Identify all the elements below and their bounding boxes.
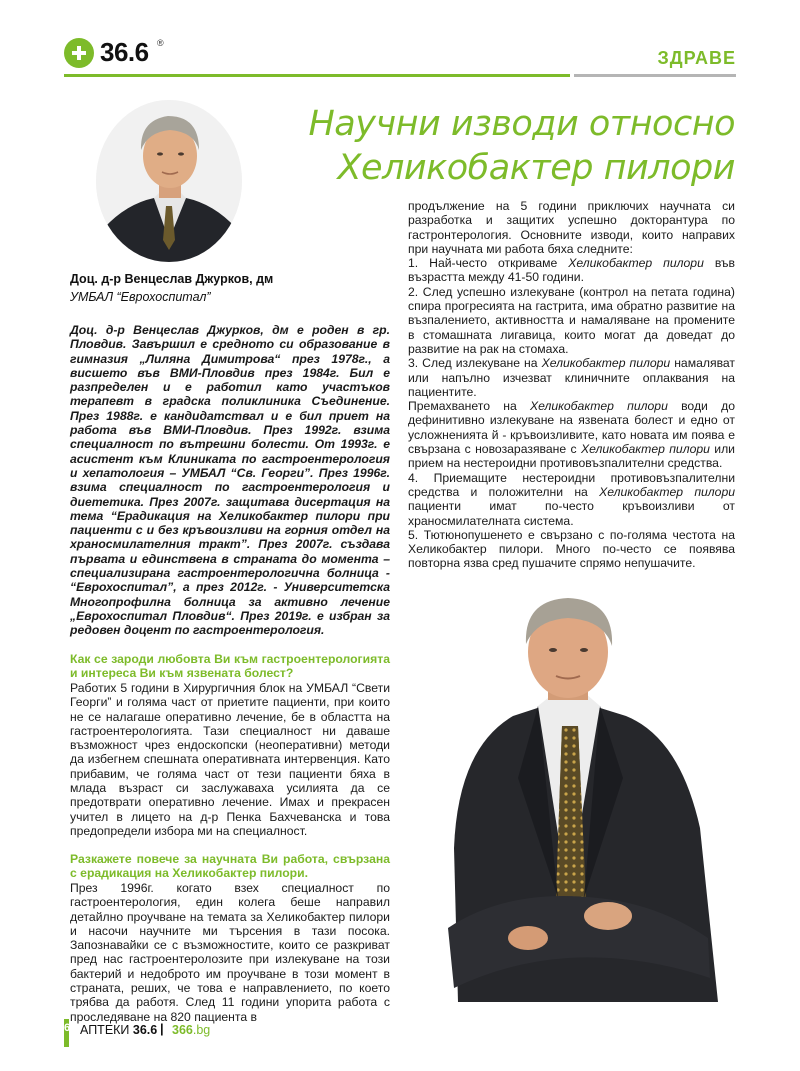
finding-3-text: 3. След излекуване на: [408, 356, 542, 371]
finding-1-italic: Хеликобактер пилори: [568, 256, 704, 271]
finding-3c-italic: Хеликобактер пилори: [530, 399, 668, 414]
plus-in-circle-icon: [64, 38, 94, 68]
footer-magazine-number: 36.6: [132, 1023, 158, 1037]
author-organization: УМБАЛ “Еврохоспитал”: [70, 290, 211, 304]
finding-3c-text: Премахването на: [408, 399, 530, 414]
answer-2-continued: продължение на 5 години приключих научната си разработка и защитих успешно докторантура по гастронтерология. Основните изводи, които направих при научната ми работа бяха следните:: [408, 199, 735, 256]
article-title-line-1: Научни изводи относно: [308, 104, 735, 144]
finding-2: 2. След успешно излекуване (контрол на петата година) спира прогресията на гастрита, има обратно развитие на възпалението, активността и намаляване на промените в стомашната лигавица, които могат да доведат до развитие на рак на стомаха.: [408, 284, 735, 356]
footer-magazine-prefix: АПТЕКИ: [80, 1023, 130, 1037]
right-column-text: [408, 199, 735, 571]
interview-question-2: Разкажете повече за научната Ви работа, свързана с ерадикация на Хеликобактер пилори.: [70, 852, 390, 881]
finding-1: [408, 256, 735, 285]
interview-question-1: Как се зароди любовта Ви към гастроентерологията и интереса Ви към язвената болест?: [70, 652, 390, 681]
interview-answer-2: През 1996г. когато взех специалност по гастроентерология, един колега беше направил детайлно проучване на темата за Хеликобактер пилори и насочи научните ми търсения в тази посока. Запознавайки се с възможностите, които се разкриват пред нас гастроентеролозите при излекуване на този бактерий и недоброто им проучване в този момент в страната, реших, че това е направлението, по което трябва да работя. След 11 години упорита работа с проследяване на 820 пациента в: [70, 881, 390, 1024]
author-portrait-small: [96, 100, 242, 262]
footer-website-tld: .bg: [192, 1023, 211, 1037]
author-portrait-large: [418, 598, 736, 1002]
logo-registered-mark: ®: [157, 38, 164, 48]
header-rule-green: [64, 74, 570, 77]
author-name: Доц. д-р Венцеслав Джурков, дм: [70, 272, 274, 286]
finding-3c-text-end: или прием на нестероидни противовъзпалителни средства.: [408, 442, 735, 471]
finding-3c-italic-2: Хеликобактер пилори: [580, 442, 710, 457]
finding-4: [408, 471, 735, 528]
finding-4-italic: Хеликобактер пилори: [599, 484, 736, 499]
finding-4-text: 4. Приемащите нестероидни противовъзпалителни средства и положителни на: [408, 470, 735, 499]
article-title-line-2: Хеликобактер пилори: [337, 148, 735, 188]
header-rule-grey: [574, 74, 736, 77]
author-bio: Доц. д-р Венцеслав Джурков, дм е роден в гр. Пловдив. Завършил е средното си образование в гимназия „Лиляна Димитрова“ през 1978г., а висшето във ВМИ-Пловдив през 1984г. Бил е разпределен и е работил като участъков терапевт в градска поликлиника Съединение. През 1988г. е кандидатствал и е бил приет на работа във ВМИ-Пловдив. През 1992г. взима специалност по вътрешни болести. От 1993г. е асистент към Клиниката по гастроентерология и хепатология – УМБАЛ “Св. Георги”. През 1996г. взима специалност по гастроентерология и диететика. През 2007г. защитава дисертация на тема “Ерадикация на Хеликобактер пилори при пациенти с и без кръвоизливи на горния отдел на храносмилателния тракт”. През 2007г. създава първата и единствена в страната до момента – специализирана гастроентерологична болница - “Еврохоспитал”, а през 2012г. - Университетска Многопрофилна болница за активно лечение „Еврохоспитал Пловдив“. През 2019г. е избран за редовен доцент по гастроентерология.: [70, 323, 390, 638]
footer-magazine: [80, 1023, 157, 1037]
interview-answer-1: Работих 5 години в Хирургичния блок на УМБАЛ “Свети Георги” и голяма част от приетите пациенти, при които не се налагаше оперативно лечение, бе в областта на гастроентерологията. Тази специалност ни даваше възможност чрез ендоскопски (неоперативни) методи да избегнем спешната оперативната интервенция. Като прибавим, че голяма част от тези пациенти бяха в млада възраст си заслужаваха усилията да се предотврати оперативно лечение. Имах и прекрасен учител в лицето на д-р Пенка Бахчеванска и това предопредели избора ми на специалност.: [70, 681, 390, 838]
finding-3c-text-mid: води до дефинитивно излекуване на язвената болест и едно от усложненията й - кръвоизливите, като новата им поява е свързана с новозаразяване с: [408, 399, 735, 457]
finding-1-text-end: във възрастта между 41-50 години.: [408, 256, 735, 285]
finding-5: 5. Тютюнопушенето е свързано с по-голяма честота на Хеликобактер пилори. Много по-често се появява повторна язва сред пушачите спрямо непушачите.: [408, 527, 735, 571]
footer-separator: |: [160, 1021, 164, 1036]
section-label: ЗДРАВЕ: [657, 48, 736, 68]
footer-website: [172, 1023, 210, 1037]
finding-4-text-end: пациенти имат по-често кръвоизливи от храносмилателната система.: [408, 499, 735, 528]
finding-1-text: 1. Най-често откриваме: [408, 256, 569, 271]
finding-3: [408, 356, 735, 399]
finding-3-italic: Хеликобактер пилори: [541, 356, 671, 371]
page-number: 6: [63, 1022, 71, 1034]
finding-3-continued: [408, 399, 735, 470]
finding-3-text-end: намаляват или напълно изчезват клиничните оплаквания на пациентите.: [408, 356, 735, 399]
logo-text: 36.6: [100, 37, 149, 67]
footer-website-num: 366: [172, 1023, 193, 1037]
